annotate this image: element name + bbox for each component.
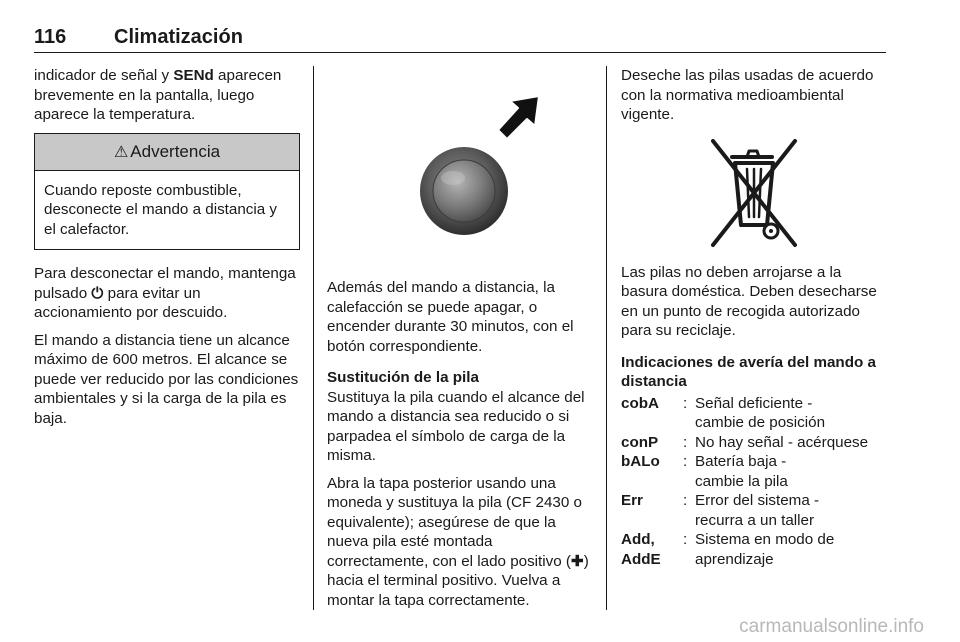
column-1 [34, 66, 300, 436]
column-3 [621, 66, 887, 569]
code-separator: : [683, 453, 688, 470]
warning-header [35, 134, 299, 171]
fault-codes-list [621, 394, 887, 570]
warning-box [34, 133, 300, 251]
button-paragraph: Además del mando a distancia, la calefacción se puede apagar, o encender durante 30 minutos, con el botón correspondiente. [327, 279, 574, 355]
plus-icon: ✚ [570, 552, 584, 570]
weee-symbol [621, 133, 887, 253]
warning-body: Cuando reposte combustible, desconecte el mando a distancia y el calefactor. [44, 181, 278, 238]
code-separator: : [683, 492, 688, 509]
watermark: carmanualsonline.info [739, 616, 924, 637]
description-line-2: cambie la pila [695, 472, 788, 490]
description-line-2: aprendizaje [695, 550, 774, 568]
heater-button-photo [327, 66, 593, 266]
disconnect-paragraph: Para desconectar el mando, mantenga pulsado ⏻ para evitar un accionamiento por descuido. [34, 265, 296, 321]
dispose-paragraph: Deseche las pilas usadas de acuerdo con la normativa medioambiental vigente. [621, 67, 874, 123]
column-divider-1 [313, 66, 314, 610]
fault-code-row [621, 491, 887, 530]
code-separator: : [683, 531, 688, 548]
fault-code: conP [621, 433, 659, 451]
code-separator: : [683, 394, 688, 412]
fault-code-description [695, 452, 887, 491]
fault-code-description [695, 394, 887, 433]
fault-code: bALo [621, 453, 660, 470]
battery-subheading: Sustitución de la pila [327, 369, 479, 386]
open-cover-paragraph: Abra la tapa posterior usando una moneda y sustituya la pila (CF 2430 o equivalente); asegúrese de que la nueva pila esté montada correctamente, con el lado positivo (✚) hacia el terminal positivo. Vuelva a montar la tapa correctamente. [327, 474, 589, 609]
fault-code: cobA [621, 394, 659, 412]
fault-code-row [621, 394, 887, 433]
power-icon: ⏻ [91, 284, 104, 302]
range-paragraph: El mando a distancia tiene un alcance máximo de 600 metros. El alcance se puede ver reducido por las condiciones ambientales y si la carga de la pila es baja. [34, 331, 299, 427]
fault-code: Add, AddE [621, 531, 661, 568]
send-indicator: SENd [173, 67, 214, 84]
column-2 [327, 66, 593, 618]
description-line-1: Sistema en modo de [695, 531, 835, 548]
description-line-1: No hay señal - acérquese [695, 433, 869, 451]
fault-code-row [621, 530, 887, 569]
description-line-1: Señal deficiente - [695, 394, 813, 412]
replace-battery-paragraph: Sustituya la pila cuando el alcance del mando a distancia sea reducido o si parpadea el símbolo de carga de la misma. [327, 388, 585, 464]
fault-code-description [695, 530, 887, 569]
description-line-1: Batería baja - [695, 453, 787, 470]
fault-code-description [695, 433, 887, 453]
recycling-paragraph: Las pilas no deben arrojarse a la basura doméstica. Deben desecharse en un punto de recogida autorizado para su reciclaje. [621, 263, 877, 339]
description-line-2: cambie de posición [695, 414, 826, 431]
heater-button-illustration [327, 66, 593, 266]
warning-icon: ⚠ [113, 143, 129, 161]
fault-code-row [621, 433, 887, 453]
column-divider-2 [606, 66, 607, 610]
fault-codes-subheading: Indicaciones de avería del mando a distancia [621, 353, 876, 390]
fault-code-description [695, 491, 887, 530]
page-header [34, 26, 886, 53]
page-number: 116 [34, 26, 67, 48]
fault-code-row [621, 452, 887, 491]
warning-title: Advertencia [130, 141, 221, 161]
description-line-2: recurra a un taller [695, 511, 815, 529]
intro-paragraph: indicador de señal y SENd aparecen brevemente en la pantalla, luego aparece la temperatura. [34, 67, 282, 123]
description-line-1: Error del sistema - [695, 492, 820, 509]
code-separator: : [683, 433, 688, 451]
section-title: Climatización [114, 26, 243, 48]
fault-code: Err [621, 492, 643, 509]
crossed-bin-icon [699, 133, 809, 253]
